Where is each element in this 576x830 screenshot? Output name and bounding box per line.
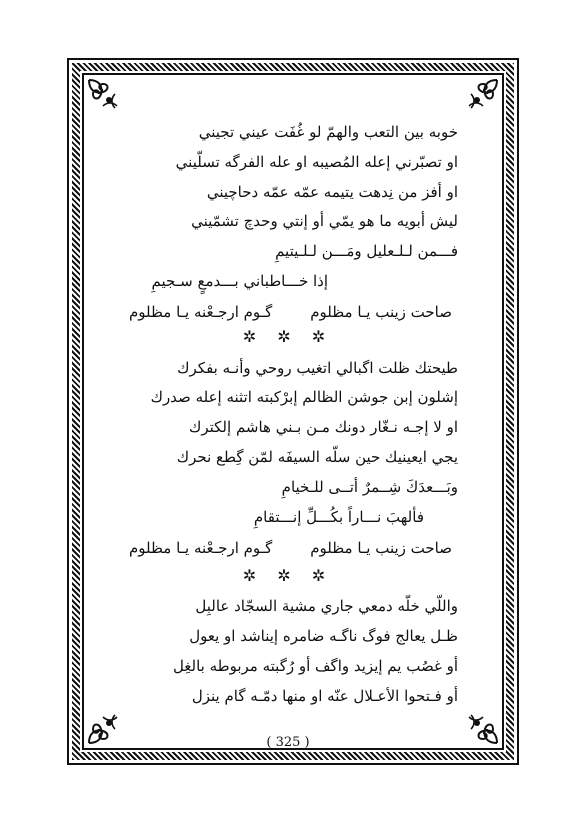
couplet-line: وبَـــعدَكَ شِــمرٌ أتــى للـخيامِ: [281, 478, 458, 496]
couplet-line: فألهبَ نـــاراً بكُـــلِّ إنـــتقامِ: [253, 508, 424, 526]
couplet-line: إذا خـــاطباني بـــدمعٍ سـجيمِ: [151, 272, 328, 290]
corner-ornament-top-left: [85, 76, 125, 116]
poem-line: أو غصُب يم إيزيد واگف أو رُگبته مربوطه بالغِل: [172, 657, 458, 675]
section-divider: ✲ ✲ ✲: [242, 327, 334, 346]
refrain-part-a: صاحت زينب يـا مظلوم: [310, 539, 452, 557]
poem-line: أو فـتحوا الأعـلال عنّه او منها دمّـه گام ينزل: [191, 687, 458, 705]
poem-line: خوبه بين التعب والهمّ لو غُفَت عيني تجيني: [198, 123, 458, 141]
refrain: [129, 538, 452, 558]
poem-line: إشلون إبن جوشن الظالم إبرْكبته اتثنه إعله صدرك: [150, 388, 458, 406]
corner-ornament-top-right: [461, 76, 501, 116]
refrain-part-b: گـوم ارجـعْنه يـا مظلوم: [128, 303, 273, 321]
page-number: ( 325 ): [266, 735, 310, 750]
poem-line: او لا إجـه نـغّار دونك مـن بـني هاشم إلكترك: [188, 418, 458, 436]
page-border-inner: [82, 73, 504, 750]
refrain-part-a: صاحت زينب يـا مظلوم: [310, 303, 452, 321]
poem-line: طيحتك ظلت اگبالي اتغيب روحي وأنـه بفكرك: [177, 359, 458, 377]
poem-line: واللّي خلّه دمعي جاري مشية السجّاد عالبِل: [195, 597, 458, 615]
poem-line: او تصبّرني إعله المُصيبه او عله الفرگه تسلّيني: [175, 153, 458, 171]
section-divider: ✲ ✲ ✲: [242, 566, 334, 585]
poem-line: يجي ايعينيك حين سلّه السيفَه لمّن گِطع نحرك: [176, 448, 458, 466]
poem-line: ليش أبويه ما هو يمّي أو إنتي وحدچ تشمّيني: [191, 212, 458, 230]
poem-line: او أفز من نِدهت يتيمه عمّه عمّه دحاچيني: [206, 183, 458, 201]
refrain: [129, 302, 452, 322]
couplet-line: فـــمن لـلـعليل ومَـــن لـلـيتيمِ: [275, 242, 458, 260]
refrain-part-b: گـوم ارجـعْنه يـا مظلوم: [128, 539, 273, 557]
poem-line: ظـل يعالج فوگ ناگـه ضامره إيناشد او يعول: [189, 627, 458, 645]
